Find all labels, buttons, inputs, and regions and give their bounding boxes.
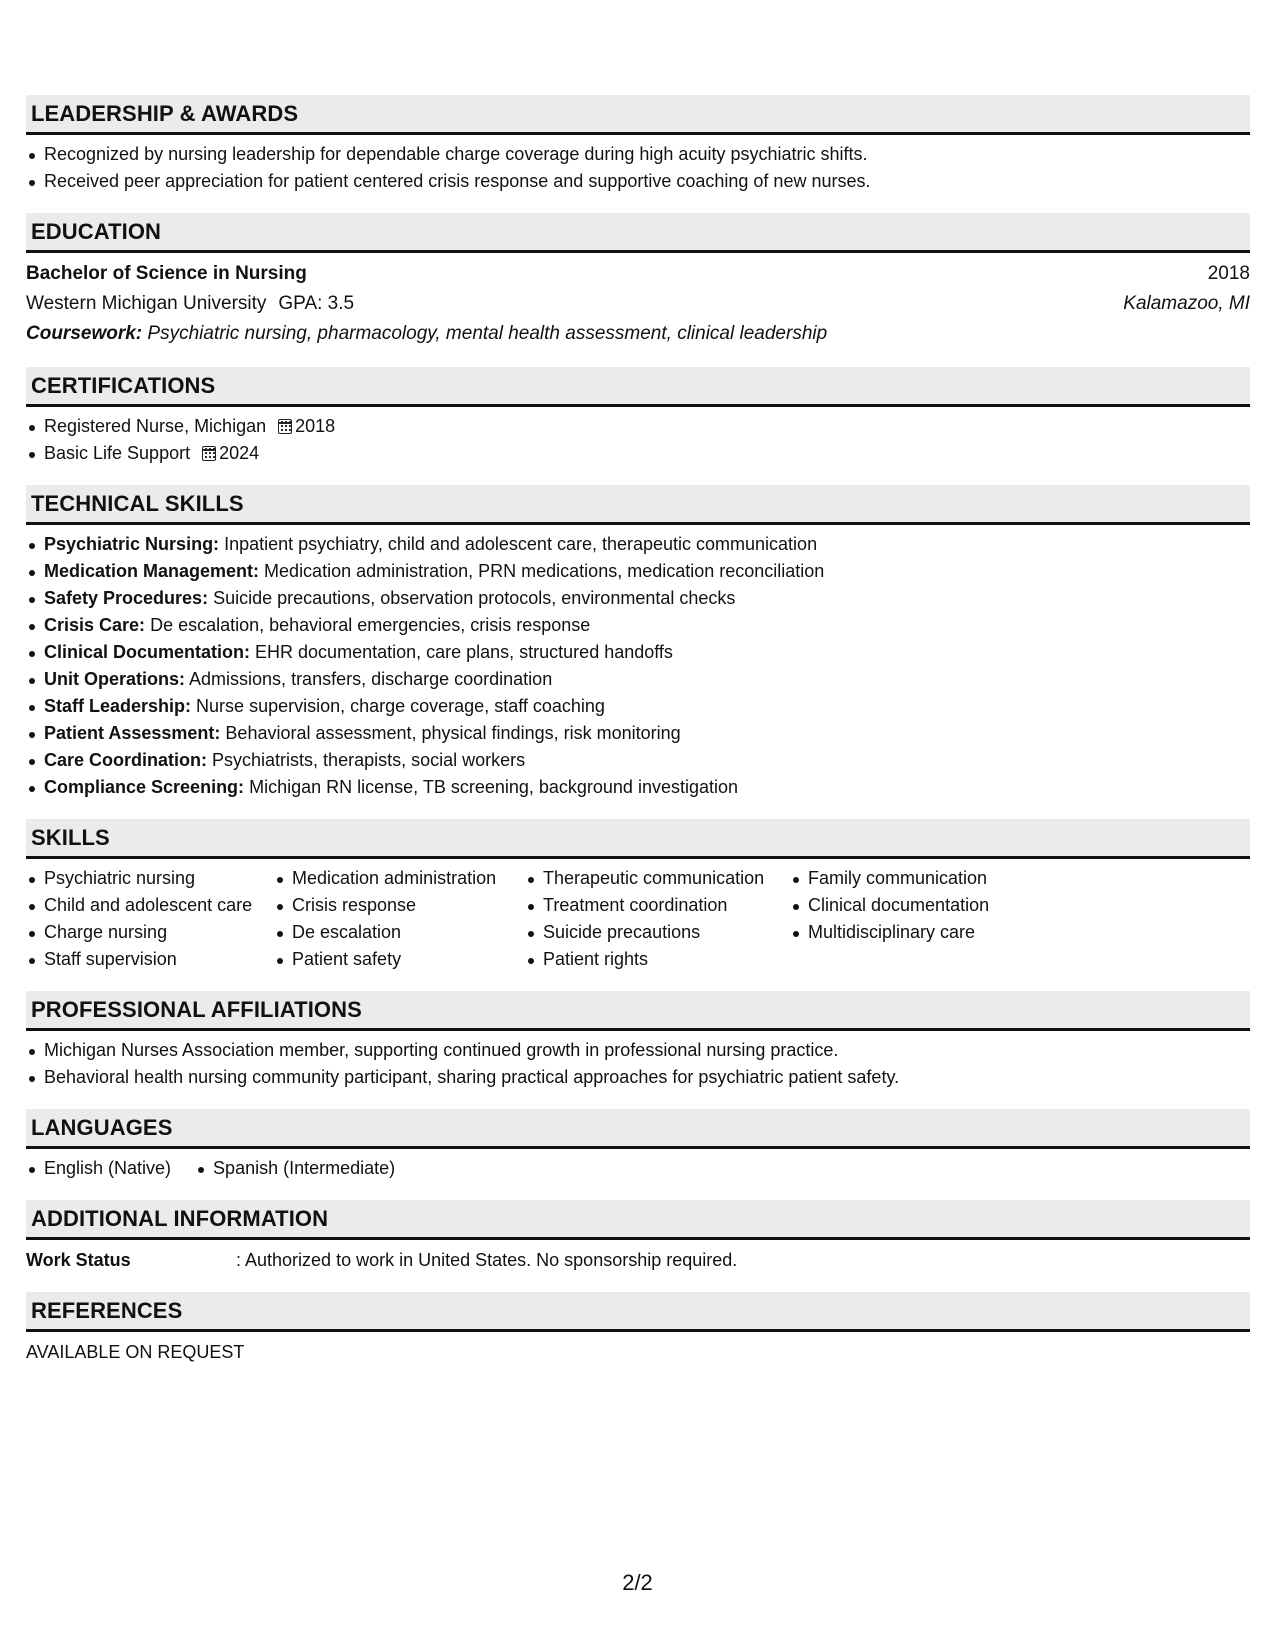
section-title: PROFESSIONAL AFFILIATIONS — [31, 996, 362, 1022]
list-item — [26, 747, 1250, 774]
skill-text: Michigan RN license, TB screening, background investigation — [249, 777, 739, 797]
section-header — [26, 485, 1250, 525]
skill-text: Psychiatrists, therapists, social workers — [212, 750, 526, 770]
degree-name: Bachelor of Science in Nursing — [26, 263, 307, 284]
list-item: Crisis response — [274, 892, 525, 919]
list-item: Treatment coordination — [525, 892, 790, 919]
school-name: Western Michigan University — [26, 293, 267, 314]
calendar-icon — [202, 446, 216, 461]
skill-label: Patient Assessment: — [44, 723, 221, 743]
references-section — [26, 1292, 1250, 1366]
list-item — [26, 639, 1250, 666]
skill-label: Clinical Documentation: — [44, 642, 251, 662]
section-title: SKILLS — [31, 824, 110, 850]
school-info — [26, 289, 354, 319]
section-title: CERTIFICATIONS — [31, 372, 216, 398]
list-item — [26, 612, 1250, 639]
list-item: Spanish (Intermediate) — [195, 1155, 395, 1182]
coursework-label: Coursework: — [26, 323, 143, 344]
section-header — [26, 991, 1250, 1031]
certification-name: Basic Life Support — [44, 443, 191, 463]
list-item: Recognized by nursing leadership for dependable charge coverage during high acuity psychiatric shifts. — [26, 141, 1250, 168]
skill-text: Medication administration, PRN medications, medication reconciliation — [264, 561, 825, 581]
coursework-text: Psychiatric nursing, pharmacology, mental health assessment, clinical leadership — [147, 323, 828, 344]
section-header — [26, 95, 1250, 135]
section-title: REFERENCES — [31, 1297, 183, 1323]
list-item: Patient rights — [525, 946, 790, 973]
coursework — [26, 319, 1250, 349]
skills-column — [525, 865, 790, 973]
section-title: LANGUAGES — [31, 1114, 173, 1140]
list-item — [26, 585, 1250, 612]
page-number: 2/2 — [622, 1570, 653, 1595]
list-item — [26, 693, 1250, 720]
skill-label: Care Coordination: — [44, 750, 208, 770]
skill-label: Staff Leadership: — [44, 696, 192, 716]
list-item: Staff supervision — [26, 946, 274, 973]
section-title: TECHNICAL SKILLS — [31, 490, 244, 516]
section-header — [26, 819, 1250, 859]
skill-text: Inpatient psychiatry, child and adolescent care, therapeutic communication — [224, 534, 818, 554]
education-section — [26, 213, 1250, 349]
technical-skills-list — [26, 531, 1250, 801]
list-item: Child and adolescent care — [26, 892, 274, 919]
affiliations-list — [26, 1037, 1250, 1091]
leadership-section — [26, 95, 1250, 195]
section-title: ADDITIONAL INFORMATION — [31, 1205, 329, 1231]
certifications-section — [26, 367, 1250, 467]
skills-column — [790, 865, 1040, 973]
skill-text: Nurse supervision, charge coverage, staff coaching — [196, 696, 605, 716]
affiliations-section — [26, 991, 1250, 1091]
list-item — [26, 774, 1250, 801]
list-item: Patient safety — [274, 946, 525, 973]
list-item: De escalation — [274, 919, 525, 946]
list-item: Medication administration — [274, 865, 525, 892]
certification-year: 2024 — [219, 443, 260, 463]
list-item — [26, 558, 1250, 585]
gpa: GPA: 3.5 — [278, 293, 355, 314]
skill-label: Medication Management: — [44, 561, 260, 581]
additional-info-section — [26, 1200, 1250, 1274]
skill-label: Unit Operations: — [44, 669, 186, 689]
list-item — [26, 413, 1250, 440]
section-header — [26, 1292, 1250, 1332]
school-location: Kalamazoo, MI — [1123, 293, 1250, 314]
section-header — [26, 1200, 1250, 1240]
leadership-list — [26, 141, 1250, 195]
list-item: English (Native) — [26, 1155, 171, 1182]
skill-label: Crisis Care: — [44, 615, 146, 635]
section-header — [26, 367, 1250, 407]
skill-label: Safety Procedures: — [44, 588, 209, 608]
certifications-list — [26, 413, 1250, 467]
list-item: Multidisciplinary care — [790, 919, 1040, 946]
education-school-row — [26, 289, 1250, 319]
education-degree-row — [26, 259, 1250, 289]
calendar-icon — [278, 419, 292, 434]
graduation-year: 2018 — [1207, 263, 1250, 284]
languages-section — [26, 1109, 1250, 1182]
work-status-row — [26, 1246, 1250, 1274]
skill-text: Behavioral assessment, physical findings, risk monitoring — [225, 723, 681, 743]
skills-grid — [26, 865, 1250, 973]
section-header — [26, 213, 1250, 253]
list-item: Psychiatric nursing — [26, 865, 274, 892]
work-status-label: Work Status — [26, 1250, 131, 1270]
list-item: Behavioral health nursing community participant, sharing practical approaches for psychiatric patient safety. — [26, 1064, 1250, 1091]
list-item: Suicide precautions — [525, 919, 790, 946]
skill-label: Compliance Screening: — [44, 777, 245, 797]
skills-column — [274, 865, 525, 973]
skill-text: EHR documentation, care plans, structured handoffs — [255, 642, 673, 662]
section-title: LEADERSHIP & AWARDS — [31, 100, 299, 126]
list-item — [26, 440, 1250, 467]
resume-page — [26, 95, 1250, 1384]
skill-text: De escalation, behavioral emergencies, crisis response — [150, 615, 591, 635]
technical-skills-section — [26, 485, 1250, 801]
list-item: Michigan Nurses Association member, supporting continued growth in professional nursing practice. — [26, 1037, 1250, 1064]
list-item: Therapeutic communication — [525, 865, 790, 892]
section-header — [26, 1109, 1250, 1149]
list-item — [26, 720, 1250, 747]
skills-section — [26, 819, 1250, 973]
certification-name: Registered Nurse, Michigan — [44, 416, 267, 436]
skill-text: Suicide precautions, observation protocols, environmental checks — [213, 588, 736, 608]
list-item: Clinical documentation — [790, 892, 1040, 919]
list-item — [26, 666, 1250, 693]
work-status-value: : Authorized to work in United States. No sponsorship required. — [236, 1250, 738, 1270]
skill-label: Psychiatric Nursing: — [44, 534, 220, 554]
list-item: Family communication — [790, 865, 1040, 892]
references-text: AVAILABLE ON REQUEST — [26, 1342, 245, 1362]
skill-text: Admissions, transfers, discharge coordination — [189, 669, 553, 689]
list-item: Received peer appreciation for patient centered crisis response and supportive coaching of new nurses. — [26, 168, 1250, 195]
section-title: EDUCATION — [31, 218, 162, 244]
languages-list — [26, 1155, 1250, 1182]
list-item: Charge nursing — [26, 919, 274, 946]
certification-year: 2018 — [295, 416, 336, 436]
skills-column — [26, 865, 274, 973]
list-item — [26, 531, 1250, 558]
